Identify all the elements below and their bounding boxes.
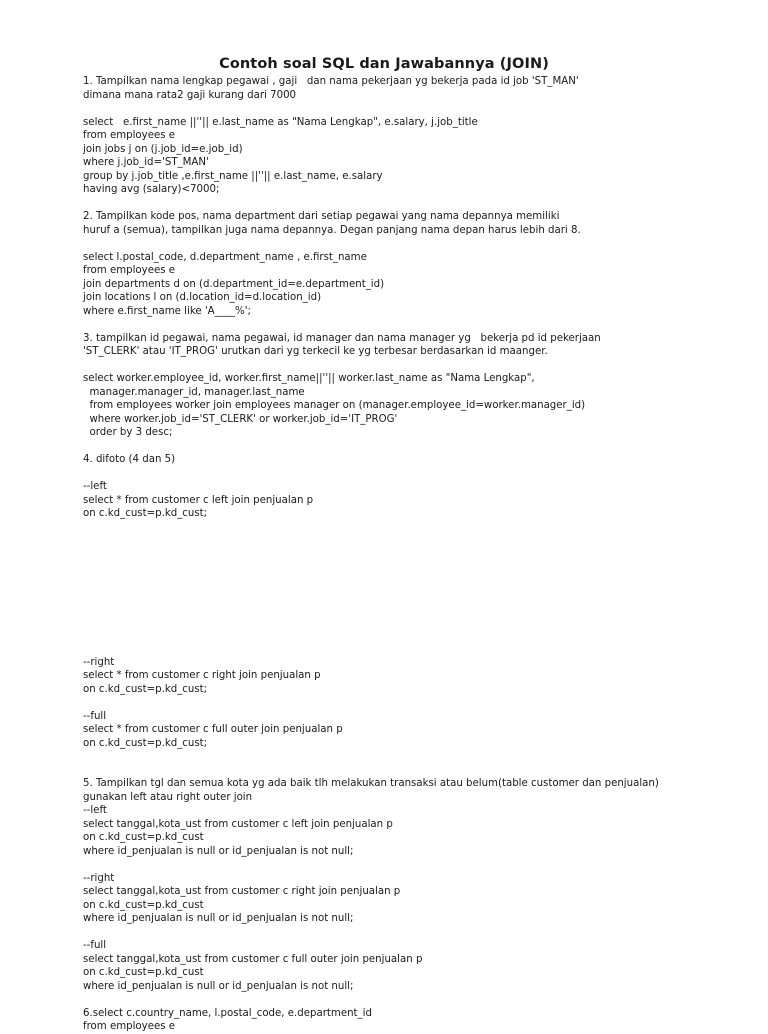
blank-line [83,764,763,778]
text-line: --left [83,805,107,816]
text-line: where e.first_name like 'A____%'; [83,305,251,317]
text-line: --right [83,872,115,884]
blank-line [83,548,763,562]
blank-line [83,642,763,656]
text-line: 4. difoto (4 dan 5) [83,454,176,465]
text-line: where id_penjualan is null or id_penjualan is not null; [83,845,354,857]
text-line: on c.kd_cust=p.kd_cust; [83,508,208,519]
text-line: huruf a (semua), tampilkan juga nama depannya. Degan panjang nama depan harus lebih dari 8. [83,224,581,236]
blank-line [83,615,763,629]
blank-line [83,993,763,1007]
blank-line [83,534,763,548]
text-line: group by j.job_title ,e.first_name ||''|| e.last_name, e.salary [83,170,383,182]
text-line: 2. Tampilkan kode pos, nama department dari setiap pegawai yang nama depannya memiliki [83,211,560,222]
text-line: select l.postal_code, d.department_name , e.first_name [83,251,367,263]
text-line: manager.manager_id, manager.last_name [83,386,305,398]
blank-line [83,629,763,643]
text-line: gunakan left atau right outer join [83,791,253,803]
document-body [83,75,763,1034]
blank-line [83,561,763,575]
text-line: where worker.job_id='ST_CLERK' or worker.job_id='IT_PROG' [83,413,398,425]
document-title: Contoh soal SQL dan Jawabannya (JOIN) [219,56,549,72]
blank-line [83,696,763,710]
text-line: dimana mana rata2 gaji kurang dari 7000 [83,89,297,101]
text-line: --left [83,481,107,492]
text-line: from employees e [83,1021,176,1032]
text-line: select e.first_name ||''|| e.last_name as "Nama Lengkap", e.salary, j.job_title [83,116,478,128]
text-line: from employees worker join employees manager on (manager.employee_id=worker.manager_id) [83,400,586,411]
text-line: on c.kd_cust=p.kd_cust [83,832,204,843]
text-line: select tanggal,kota_ust from customer c right join penjualan p [83,886,401,897]
blank-line [83,237,763,251]
blank-line [83,359,763,373]
text-line: --full [83,710,107,722]
text-line: 6.select c.country_name, l.postal_code, e.department_id [83,1007,372,1019]
text-line: on c.kd_cust=p.kd_cust [83,899,204,911]
text-line: where j.job_id='ST_MAN' [83,157,209,168]
text-line: select tanggal,kota_ust from customer c full outer join penjualan p [83,953,423,965]
text-line: --right [83,656,115,668]
blank-line [83,440,763,454]
text-line: from employees e [83,265,176,276]
text-line: join locations l on (d.location_id=d.location_id) [83,292,322,303]
blank-line [83,197,763,211]
blank-line [83,521,763,535]
blank-line [83,102,763,116]
text-line: select * from customer c full outer join penjualan p [83,724,343,735]
blank-line [83,318,763,332]
blank-line [83,588,763,602]
text-line: select * from customer c right join penjualan p [83,670,321,681]
text-line: select tanggal,kota_ust from customer c left join penjualan p [83,818,393,830]
text-line: select worker.employee_id, worker.first_name||''|| worker.last_name as "Nama Lengkap", [83,373,535,384]
blank-line [83,858,763,872]
blank-line [83,926,763,940]
blank-line [83,602,763,616]
text-line: having avg (salary)<7000; [83,184,220,195]
text-line: on c.kd_cust=p.kd_cust; [83,683,208,695]
text-line: on c.kd_cust=p.kd_cust [83,967,204,978]
text-line: join jobs j on (j.job_id=e.job_id) [83,143,243,155]
text-line: 'ST_CLERK' atau 'IT_PROG' urutkan dari yg terkecil ke yg terbesar berdasarkan id maanger. [83,346,548,357]
text-line: where id_penjualan is null or id_penjualan is not null; [83,913,354,924]
text-line: join departments d on (d.department_id=e.department_id) [83,278,385,290]
text-line: where id_penjualan is null or id_penjualan is not null; [83,980,354,992]
blank-line [83,750,763,764]
blank-line [83,467,763,481]
blank-line [83,575,763,589]
text-line: from employees e [83,130,176,141]
text-line: select * from customer c left join penjualan p [83,494,314,506]
text-line: 1. Tampilkan nama lengkap pegawai , gaji dan nama pekerjaan yg bekerja pada id job 'ST_MAN' [83,76,579,87]
text-line: 5. Tampilkan tgl dan semua kota yg ada baik tlh melakukan transaksi atau belum(table customer dan penjualan) [83,778,659,789]
text-line: --full [83,940,107,951]
text-line: on c.kd_cust=p.kd_cust; [83,737,208,749]
text-line: 3. tampilkan id pegawai, nama pegawai, id manager dan nama manager yg bekerja pd id pekerjaan [83,332,601,344]
text-line: order by 3 desc; [83,427,173,438]
